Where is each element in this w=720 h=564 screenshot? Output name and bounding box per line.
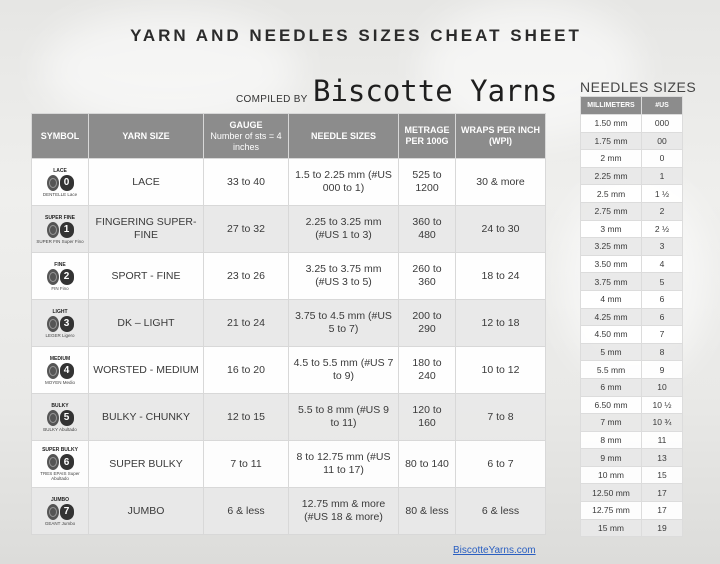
needles-table-row — [581, 273, 683, 291]
header-millimeters: MILLIMETERS — [581, 97, 642, 115]
gauge-cell: 21 to 24 — [204, 300, 289, 347]
gauge-cell: 7 to 11 — [204, 441, 289, 488]
yarn-table-row — [32, 394, 546, 441]
yarn-ball-icon — [47, 504, 59, 520]
gauge-cell: 23 to 26 — [204, 253, 289, 300]
yarn-weight-symbol — [32, 206, 89, 253]
page-title: YARN AND NEEDLES SIZES CHEAT SHEET — [130, 26, 582, 45]
needles-table-row — [581, 502, 683, 520]
header-metrage: METRAGE PER 100G — [399, 114, 456, 159]
yarn-table-row — [32, 347, 546, 394]
weight-number: 4 — [60, 363, 74, 379]
needle-mm-cell: 4.25 mm — [581, 308, 642, 326]
needle-us-cell: 1 ½ — [642, 185, 683, 203]
gauge-cell: 6 & less — [204, 488, 289, 535]
weight-number: 6 — [60, 454, 74, 470]
needle-us-cell: 4 — [642, 255, 683, 273]
compiled-by-label: COMPILED BY — [236, 94, 308, 105]
needle-mm-cell: 6.50 mm — [581, 396, 642, 414]
symbol-category: SUPER FINE — [44, 214, 75, 221]
header-gauge-sub: Number of sts = 4 inches — [210, 130, 282, 152]
header-yarn-size: YARN SIZE — [89, 114, 204, 159]
needles-table-row — [581, 167, 683, 185]
yarn-ball-icon — [47, 363, 59, 379]
yarn-table-row — [32, 253, 546, 300]
needles-table-row — [581, 150, 683, 168]
wraps-cell: 6 & less — [456, 488, 546, 535]
needle-size-cell: 3.25 to 3.75 mm (#US 3 to 5) — [289, 253, 399, 300]
needle-size-cell: 12.75 mm & more (#US 18 & more) — [289, 488, 399, 535]
symbol-category: MEDIUM — [49, 355, 71, 362]
needle-us-cell: 11 — [642, 431, 683, 449]
symbol-translation: GEANT Jumbo — [44, 520, 76, 526]
yarn-ball-icon — [47, 454, 59, 470]
needle-mm-cell: 2 mm — [581, 150, 642, 168]
wraps-cell: 7 to 8 — [456, 394, 546, 441]
weight-number: 1 — [60, 222, 74, 238]
needle-us-cell: 3 — [642, 238, 683, 256]
gauge-cell: 27 to 32 — [204, 206, 289, 253]
needle-mm-cell: 3.50 mm — [581, 255, 642, 273]
symbol-translation: TRES EPAIS Super Abultado — [40, 471, 80, 481]
yarn-table-row — [32, 441, 546, 488]
needles-table-row — [581, 378, 683, 396]
header-gauge-label: GAUGE — [229, 119, 263, 130]
needle-us-cell: 17 — [642, 484, 683, 502]
needles-table-row — [581, 202, 683, 220]
weight-number: 3 — [60, 316, 74, 332]
symbol-translation: FIN Fino — [51, 285, 69, 291]
needles-table-row — [581, 431, 683, 449]
weight-number: 5 — [60, 410, 74, 426]
yarn-ball-icon — [47, 222, 59, 238]
needles-table-row — [581, 414, 683, 432]
needle-mm-cell: 5.5 mm — [581, 361, 642, 379]
needles-table-row — [581, 396, 683, 414]
brand-logo — [313, 74, 557, 108]
needle-size-cell: 8 to 12.75 mm (#US 11 to 17) — [289, 441, 399, 488]
wraps-cell: 6 to 7 — [456, 441, 546, 488]
needles-table-row — [581, 220, 683, 238]
metrage-cell: 80 to 140 — [399, 441, 456, 488]
yarn-ball-icon — [47, 269, 59, 285]
header-gauge — [204, 114, 289, 159]
needle-mm-cell: 10 mm — [581, 466, 642, 484]
needle-us-cell: 8 — [642, 343, 683, 361]
yarn-table-row — [32, 488, 546, 535]
needle-size-cell: 2.25 to 3.25 mm (#US 1 to 3) — [289, 206, 399, 253]
yarn-size-cell: FINGERING SUPER-FINE — [89, 206, 204, 253]
needle-size-cell: 5.5 to 8 mm (#US 9 to 11) — [289, 394, 399, 441]
needle-mm-cell: 1.75 mm — [581, 132, 642, 150]
metrage-cell: 260 to 360 — [399, 253, 456, 300]
needle-mm-cell: 4.50 mm — [581, 326, 642, 344]
needle-us-cell: 17 — [642, 502, 683, 520]
needle-mm-cell: 12.75 mm — [581, 502, 642, 520]
needle-us-cell: 2 ½ — [642, 220, 683, 238]
brand-name: Biscotte Yarns — [313, 74, 558, 108]
wraps-cell: 30 & more — [456, 159, 546, 206]
needle-mm-cell: 7 mm — [581, 414, 642, 432]
needle-us-cell: 7 — [642, 326, 683, 344]
yarn-table-row — [32, 206, 546, 253]
wraps-cell: 10 to 12 — [456, 347, 546, 394]
yarn-ball-icon — [47, 175, 59, 191]
needle-us-cell: 0 — [642, 150, 683, 168]
yarn-table-row — [32, 300, 546, 347]
yarn-size-cell: SUPER BULKY — [89, 441, 204, 488]
wraps-cell: 18 to 24 — [456, 253, 546, 300]
yarn-table-header — [32, 114, 546, 159]
symbol-translation: BULKY Abultado — [43, 426, 77, 432]
needle-mm-cell: 8 mm — [581, 431, 642, 449]
symbol-category: LACE — [53, 167, 67, 174]
needles-table-row — [581, 185, 683, 203]
weight-number: 7 — [60, 504, 74, 520]
needles-sizes-title: NEEDLES SIZES — [580, 79, 697, 95]
needle-us-cell: 6 — [642, 308, 683, 326]
needles-table-row — [581, 255, 683, 273]
yarn-size-cell: WORSTED - MEDIUM — [89, 347, 204, 394]
yarn-ball-icon — [47, 410, 59, 426]
needle-mm-cell: 4 mm — [581, 290, 642, 308]
gauge-cell: 33 to 40 — [204, 159, 289, 206]
header-symbol: SYMBOL — [32, 114, 89, 159]
symbol-translation: SUPER FIN Super Fino — [36, 238, 84, 244]
needle-mm-cell: 9 mm — [581, 449, 642, 467]
wraps-cell: 12 to 18 — [456, 300, 546, 347]
needle-us-cell: 9 — [642, 361, 683, 379]
needles-table-row — [581, 484, 683, 502]
yarn-table-row — [32, 159, 546, 206]
yarn-weight-symbol — [32, 300, 89, 347]
needle-size-cell: 1.5 to 2.25 mm (#US 000 to 1) — [289, 159, 399, 206]
needle-us-cell: 1 — [642, 167, 683, 185]
needle-mm-cell: 5 mm — [581, 343, 642, 361]
needles-table-row — [581, 519, 683, 537]
needle-us-cell: 2 — [642, 202, 683, 220]
needle-us-cell: 19 — [642, 519, 683, 537]
symbol-category: LIGHT — [52, 308, 68, 315]
yarn-size-cell: BULKY - CHUNKY — [89, 394, 204, 441]
needle-us-cell: 00 — [642, 132, 683, 150]
needle-mm-cell: 2.25 mm — [581, 167, 642, 185]
header-needle-sizes: NEEDLE SIZES — [289, 114, 399, 159]
needle-us-cell: 000 — [642, 115, 683, 133]
symbol-translation: MOYEN Medio — [44, 379, 75, 385]
needle-size-cell: 3.75 to 4.5 mm (#US 5 to 7) — [289, 300, 399, 347]
gauge-cell: 16 to 20 — [204, 347, 289, 394]
needle-us-cell: 10 — [642, 378, 683, 396]
needles-table-row — [581, 238, 683, 256]
header-us: #US — [642, 97, 683, 115]
yarn-weight-symbol — [32, 441, 89, 488]
symbol-translation: LEGER Ligero — [45, 332, 75, 338]
needle-mm-cell: 2.5 mm — [581, 185, 642, 203]
needles-table-row — [581, 361, 683, 379]
needles-table-row — [581, 326, 683, 344]
needles-sizes-table — [580, 96, 683, 537]
needle-mm-cell: 3 mm — [581, 220, 642, 238]
weight-number: 0 — [60, 175, 74, 191]
needle-size-cell: 4.5 to 5.5 mm (#US 7 to 9) — [289, 347, 399, 394]
metrage-cell: 120 to 160 — [399, 394, 456, 441]
metrage-cell: 360 to 480 — [399, 206, 456, 253]
yarn-size-cell: JUMBO — [89, 488, 204, 535]
metrage-cell: 525 to 1200 — [399, 159, 456, 206]
yarn-size-cell: LACE — [89, 159, 204, 206]
weight-number: 2 — [60, 269, 74, 285]
header-wraps: WRAPS PER INCH (WPI) — [456, 114, 546, 159]
needles-table-header — [581, 97, 683, 115]
yarn-sizes-table — [31, 113, 546, 535]
needle-mm-cell: 1.50 mm — [581, 115, 642, 133]
yarn-weight-symbol — [32, 347, 89, 394]
needles-table-row — [581, 449, 683, 467]
needles-table-row — [581, 308, 683, 326]
metrage-cell: 80 & less — [399, 488, 456, 535]
needle-mm-cell: 15 mm — [581, 519, 642, 537]
symbol-category: BULKY — [51, 402, 69, 409]
gauge-cell: 12 to 15 — [204, 394, 289, 441]
yarn-weight-symbol — [32, 159, 89, 206]
needle-us-cell: 5 — [642, 273, 683, 291]
yarn-size-cell: SPORT - FINE — [89, 253, 204, 300]
needle-mm-cell: 2.75 mm — [581, 202, 642, 220]
symbol-category: FINE — [54, 261, 66, 268]
wraps-cell: 24 to 30 — [456, 206, 546, 253]
needle-us-cell: 13 — [642, 449, 683, 467]
website-link[interactable]: BiscotteYarns.com — [453, 545, 536, 556]
metrage-cell: 180 to 240 — [399, 347, 456, 394]
needle-mm-cell: 3.25 mm — [581, 238, 642, 256]
needle-us-cell: 15 — [642, 466, 683, 484]
yarn-weight-symbol — [32, 394, 89, 441]
needles-table-row — [581, 115, 683, 133]
metrage-cell: 200 to 290 — [399, 300, 456, 347]
yarn-weight-symbol — [32, 488, 89, 535]
symbol-category: JUMBO — [50, 496, 70, 503]
needle-mm-cell: 12.50 mm — [581, 484, 642, 502]
needles-table-row — [581, 290, 683, 308]
yarn-size-cell: DK – LIGHT — [89, 300, 204, 347]
needle-us-cell: 10 ¾ — [642, 414, 683, 432]
needles-table-row — [581, 132, 683, 150]
needle-mm-cell: 6 mm — [581, 378, 642, 396]
yarn-weight-symbol — [32, 253, 89, 300]
needle-mm-cell: 3.75 mm — [581, 273, 642, 291]
needles-table-row — [581, 466, 683, 484]
needle-us-cell: 10 ½ — [642, 396, 683, 414]
needles-table-row — [581, 343, 683, 361]
symbol-category: SUPER BULKY — [42, 447, 78, 453]
needle-us-cell: 6 — [642, 290, 683, 308]
symbol-translation: DENTELLE Lace — [42, 191, 78, 197]
yarn-ball-icon — [47, 316, 59, 332]
